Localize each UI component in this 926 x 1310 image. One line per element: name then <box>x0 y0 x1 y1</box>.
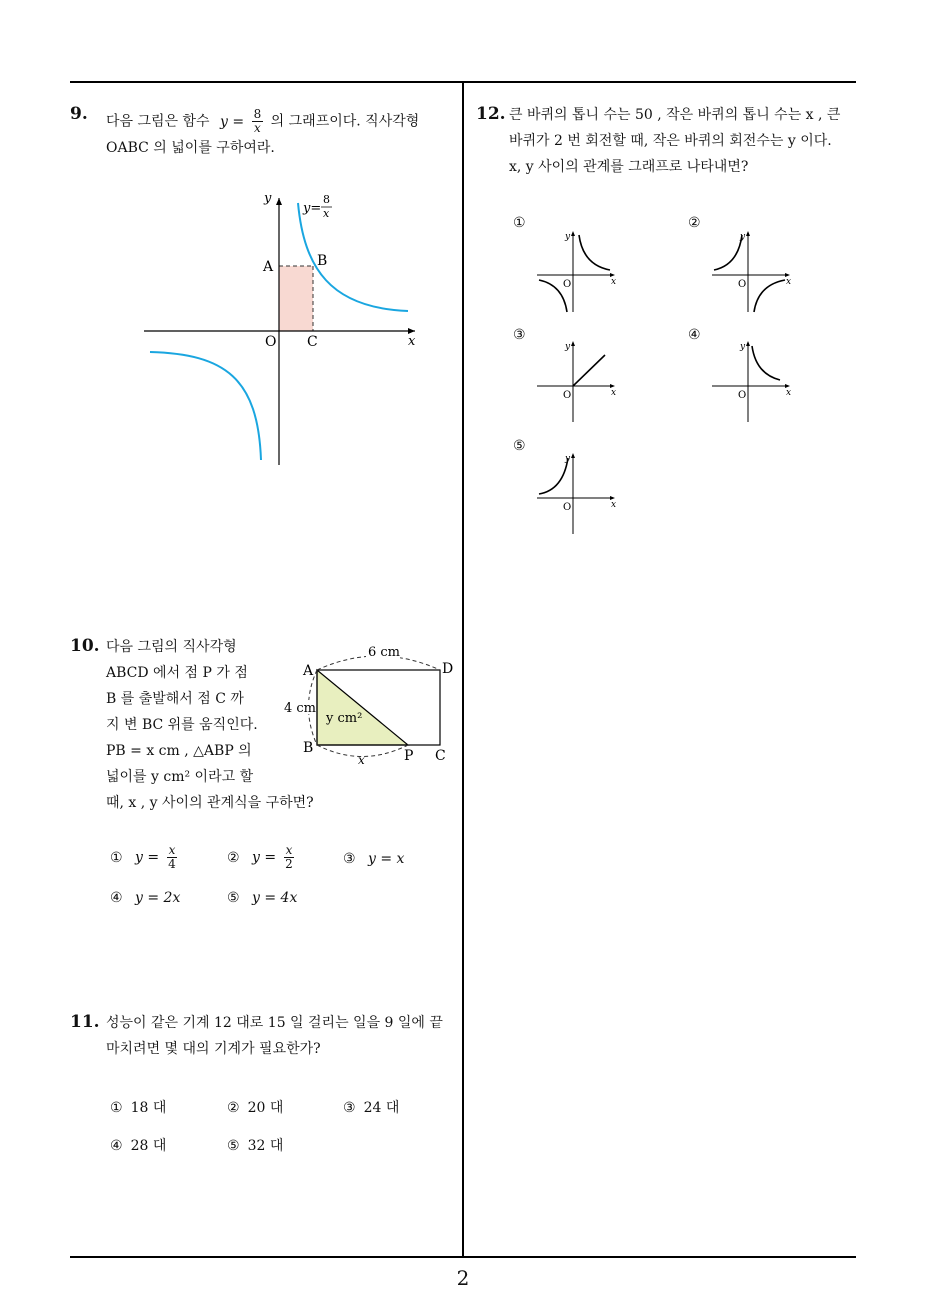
q12-choice-4-marker[interactable]: ④ <box>688 327 701 343</box>
curve-label-eq: y= <box>303 201 322 216</box>
point-b-label: B <box>317 253 328 269</box>
point-c-label: C <box>435 748 446 764</box>
svg-text:O: O <box>563 390 572 401</box>
q10-rectangle-figure <box>280 640 460 770</box>
svg-text:y: y <box>740 342 746 352</box>
svg-text:x: x <box>786 388 792 398</box>
q9-fraction: $\frac{8}{x}$ <box>253 107 262 135</box>
question-9-number: 9. <box>70 104 88 124</box>
q11-choice-1[interactable]: ① 18 대 <box>110 1100 167 1116</box>
q12-choice-3-graph[interactable] <box>535 340 620 425</box>
q9-hyperbola-graph <box>140 188 430 468</box>
svg-text:y: y <box>565 454 571 464</box>
q10-choice-2[interactable]: ② y = $\frac{x}{2}$ <box>227 843 293 871</box>
axis-x-label: x <box>408 334 416 349</box>
question-9-line-1: 다음 그림은 함수 y = $\frac{8}{x}$ 의 그래프이다. 직사각형 <box>106 107 420 135</box>
svg-text:x: x <box>611 277 617 287</box>
svg-text:x: x <box>611 500 617 510</box>
curve-label-den: x <box>323 207 330 220</box>
question-12-number: 12. <box>476 104 506 124</box>
q11-choice-4[interactable]: ④ 28 대 <box>110 1138 167 1154</box>
question-11-number: 11. <box>70 1012 100 1032</box>
top-length-label: 6 cm <box>368 645 401 660</box>
q11-choice-2[interactable]: ② 20 대 <box>227 1100 284 1116</box>
point-a-label: A <box>303 663 314 679</box>
q11-choice-3[interactable]: ③ 24 대 <box>343 1100 400 1116</box>
q12-choice-5-graph[interactable] <box>535 452 620 537</box>
question-10-number: 10. <box>70 636 100 656</box>
rectangle-oabc <box>279 266 313 331</box>
q10-choice-4[interactable]: ④ y = 2x <box>110 890 181 906</box>
q12-choice-3-marker[interactable]: ③ <box>513 327 526 343</box>
svg-text:y: y <box>565 342 571 352</box>
point-c-label: C <box>307 334 318 350</box>
point-a-label: A <box>263 259 274 275</box>
point-p-label: P <box>404 748 414 764</box>
bottom-length-label: x <box>358 753 365 767</box>
svg-text:O: O <box>738 390 747 401</box>
point-d-label: D <box>442 661 454 677</box>
page-number: 2 <box>456 1266 470 1290</box>
q10-choice-1[interactable]: ① y = $\frac{x}{4}$ <box>110 843 176 871</box>
point-b-label: B <box>303 740 314 756</box>
column-divider <box>462 81 464 1258</box>
svg-text:x: x <box>786 277 792 287</box>
svg-text:x: x <box>611 388 617 398</box>
question-11-text: 성능이 같은 기계 12 대로 15 일 걸리는 일을 9 일에 끝 마치려면 몇 대의 기계가 필요한가? <box>106 1015 443 1057</box>
q10-choice-5[interactable]: ⑤ y = 4x <box>227 890 298 906</box>
hyperbola-branch-1 <box>298 203 408 311</box>
svg-text:O: O <box>563 502 572 513</box>
q12-choice-1-marker[interactable]: ① <box>513 215 526 231</box>
q10-choice-3[interactable]: ③ y = x <box>343 851 405 867</box>
question-10-text: 다음 그림의 직사각형 ABCD 에서 점 P 가 점 B 를 출발해서 점 C 까 지 변 BC 위를 움직인다. PB = x cm , △ABP 의 넓이를 y cm² 이라고 할 때, x , y 사이의 관계식을 구하면? <box>106 639 314 811</box>
q12-choice-1-graph[interactable] <box>535 230 620 315</box>
q12-choice-2-graph[interactable] <box>710 230 795 315</box>
triangle-abp <box>317 670 408 745</box>
svg-text:y: y <box>740 232 746 242</box>
hyperbola-branch-2 <box>150 352 261 460</box>
question-9-text <box>106 108 461 161</box>
axis-y-label: y <box>264 191 272 206</box>
curve-label-num: 8 <box>323 193 330 206</box>
side-length-label: 4 cm <box>284 701 317 716</box>
q12-choice-2-marker[interactable]: ② <box>688 215 701 231</box>
svg-text:O: O <box>738 279 747 290</box>
q11-choice-5[interactable]: ⑤ 32 대 <box>227 1138 284 1154</box>
area-label: y cm² <box>326 711 363 726</box>
svg-text:O: O <box>563 279 572 290</box>
svg-text:y: y <box>565 232 571 242</box>
q12-choice-4-graph[interactable] <box>710 340 795 425</box>
q12-choice-5-marker[interactable]: ⑤ <box>513 438 526 454</box>
question-9-line-2: OABC 의 넓이를 구하여라. <box>106 140 275 156</box>
question-12-text: 큰 바퀴의 톱니 수는 50 , 작은 바퀴의 톱니 수는 x , 큰 바퀴가 2 번 회전할 때, 작은 바퀴의 회전수는 y 이다. x, y 사이의 관계를 그래프로 나타내면? <box>509 107 841 175</box>
origin-label: O <box>265 334 277 350</box>
